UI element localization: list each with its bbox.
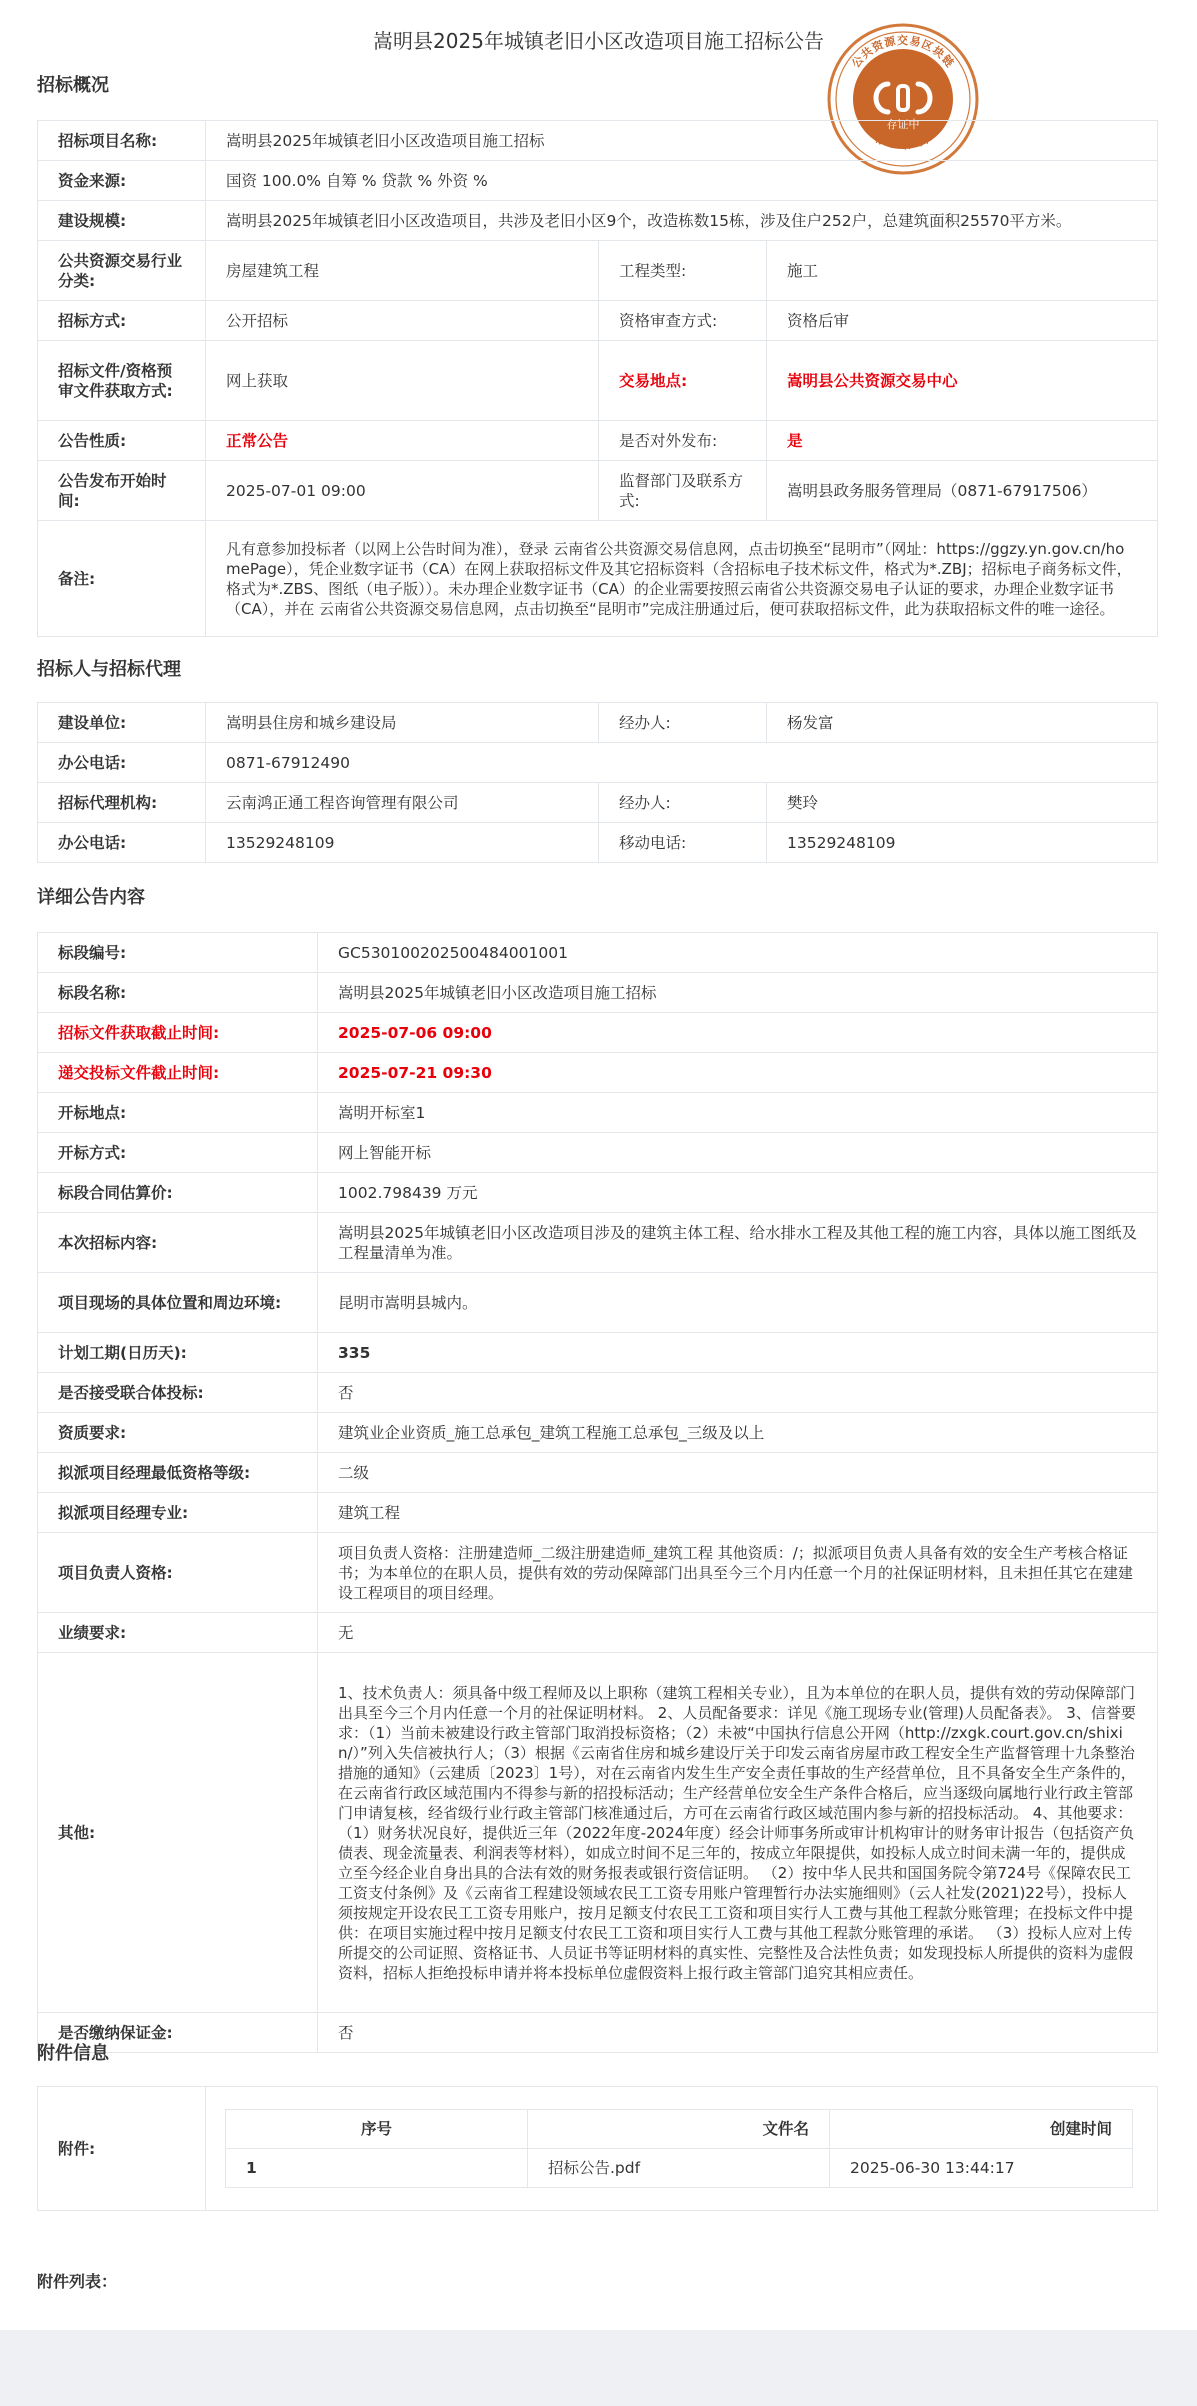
detail-value: 建筑工程 bbox=[318, 1493, 1158, 1533]
detail-label: 标段名称: bbox=[38, 973, 318, 1013]
svg-text:公共资源交易区块链: 公共资源交易区块链 bbox=[849, 34, 957, 71]
parties-table bbox=[37, 702, 1158, 863]
remark-value: 凡有意参加投标者（以网上公告时间为准），登录 云南省公共资源交易信息网，点击切换至“昆明市”（网址：https://ggzy.yn.gov.cn/homePage），凭企业数字证书（CA）在网上获取招标文件及其它招标资料（含招标电子技术标文件，格式为*.ZBJ；招标电子商务标文件，格式为*.ZBS、图纸（电子版））。未办理企业数字证书（CA）的企业需要按照云南省公共资源交易电子认证的要求，办理企业数字证书（CA），并在 云南省公共资源交易信息网，点击切换至“昆明市”完成注册通过后，便可获取招标文件，此为获取招标文件的唯一途径。 bbox=[206, 521, 1158, 637]
detail-value: 1、技术负责人：须具备中级工程师及以上职称（建筑工程相关专业），且为本单位的在职人员，提供有效的劳动保障部门出具至今三个月内任意一个月的社保证明材料。 2、人员配备要求：详见《施工现场专业(管理)人员配备表》。 3、信誉要求：（1）当前未被建设行政主管部门取消投标资格；（2）未被“中国执行信息公开网（http://zxgk.court.gov.cn/shixin/）”列入失信被执行人；（3）根据《云南省住房和城乡建设厅关于印发云南省房屋市政工程安全生产监督管理十九条整治措施的通知》（云建质〔2023〕1号），对在云南省内发生生产安全责任事故的生产经营单位，且不具备安全生产条件的，在云南省行政区域范围内不得参与新的招投标活动；生产经营单位安全生产条件合格后，应当逐级向属地行业行政主管部门申请复核，经省级行业行政主管部门核准通过后，方可在云南省行政区域范围内参与新的招投标活动。 4、其他要求：（1）财务状况良好，提供近三年（2022年度-2024年度）经会计师事务所或审计机构审计的财务审计报告（包括资产负债表、现金流量表、利润表等材料），如成立时间不足三年的，按成立年限提供，如投标人成立时间未满一年的，提供成立至今经企业自身出具的合法有效的财务报表或银行资信证明。 （2）按中华人民共和国国务院令第724号《保障农民工工资支付条例》及《云南省工程建设领域农民工工资专用账户管理暂行办法实施细则》（云人社发(2021)22号），投标人须按规定开设农民工工资专用账户，按月足额支付农民工工资和项目实行人工费与其他工程款分账管理；在投标文件中提供：在项目实施过程中按月足额支付农民工工资和项目实行人工费与其他工程款分账管理的承诺。 （3）投标人应对上传所提交的公司证照、资格证书、人员证书等证明材料的真实性、完整性及合法性负责；如发现投标人所提供的资料为虚假资料，招标人拒绝投标申请并将本投标单位虚假资料上报行政主管部门追究其相应责任。 bbox=[318, 1653, 1158, 2013]
section-title-parties: 招标人与招标代理 bbox=[37, 659, 181, 680]
remark-label: 备注: bbox=[38, 521, 206, 637]
detail-table bbox=[37, 932, 1158, 2053]
detail-label: 开标地点: bbox=[38, 1093, 318, 1133]
detail-value: 2025-07-21 09:30 bbox=[318, 1053, 1158, 1093]
detail-value: 昆明市嵩明县城内。 bbox=[318, 1273, 1158, 1333]
attachment-file-link[interactable]: 招标公告.pdf bbox=[528, 2149, 830, 2188]
venue-value: 嵩明县公共资源交易中心 bbox=[767, 341, 1158, 421]
project-type-label: 工程类型: bbox=[599, 241, 767, 301]
detail-label: 业绩要求: bbox=[38, 1613, 318, 1653]
mobile-value: 13529248109 bbox=[767, 823, 1158, 863]
scale-value: 嵩明县2025年城镇老旧小区改造项目，共涉及老旧小区9个，改造栋数15栋，涉及住户252户，总建筑面积25570平方米。 bbox=[206, 201, 1158, 241]
section-title-overview: 招标概况 bbox=[37, 75, 109, 96]
page-title: 嵩明县2025年城镇老旧小区改造项目施工招标公告 bbox=[373, 29, 824, 53]
page-footer bbox=[0, 2330, 1197, 2406]
attachment-no: 1 bbox=[226, 2149, 528, 2188]
detail-label: 计划工期(日历天): bbox=[38, 1333, 318, 1373]
obtain-label: 招标文件/资格预审文件获取方式: bbox=[38, 341, 206, 421]
owner-value: 嵩明县住房和城乡建设局 bbox=[206, 703, 599, 743]
detail-value: 否 bbox=[318, 2013, 1158, 2053]
owner-label: 建设单位: bbox=[38, 703, 206, 743]
detail-label: 拟派项目经理最低资格等级: bbox=[38, 1453, 318, 1493]
agent-value: 云南鸿正通工程咨询管理有限公司 bbox=[206, 783, 599, 823]
review-label: 资格审查方式: bbox=[599, 301, 767, 341]
category-label: 公共资源交易行业分类: bbox=[38, 241, 206, 301]
method-value: 公开招标 bbox=[206, 301, 599, 341]
overview-table bbox=[37, 120, 1158, 637]
detail-label: 标段编号: bbox=[38, 933, 318, 973]
publish-value: 2025-07-01 09:00 bbox=[206, 461, 599, 521]
detail-value: GC5301002025004840010​01 bbox=[318, 933, 1158, 973]
category-value: 房屋建筑工程 bbox=[206, 241, 599, 301]
column-header-filename: 文件名 bbox=[528, 2110, 830, 2149]
detail-value: 建筑业企业资质_施工总承包_建筑工程施工总承包_三级及以上 bbox=[318, 1413, 1158, 1453]
attachments-label: 附件: bbox=[38, 2087, 206, 2211]
owner-phone-value: 0871-67912490 bbox=[206, 743, 1158, 783]
detail-label: 拟派项目经理专业: bbox=[38, 1493, 318, 1533]
attachment-created: 2025-06-30 13:44:17 bbox=[830, 2149, 1133, 2188]
detail-value: 二级 bbox=[318, 1453, 1158, 1493]
detail-value: 2025-07-06 09:00 bbox=[318, 1013, 1158, 1053]
owner-handler-value: 杨发富 bbox=[767, 703, 1158, 743]
detail-label: 递交投标文件截止时间: bbox=[38, 1053, 318, 1093]
attachments-table bbox=[37, 2086, 1158, 2211]
detail-label: 本次招标内容: bbox=[38, 1213, 318, 1273]
owner-handler-label: 经办人: bbox=[599, 703, 767, 743]
agent-phone-value: 13529248109 bbox=[206, 823, 599, 863]
detail-label: 标段合同估算价: bbox=[38, 1173, 318, 1213]
review-value: 资格后审 bbox=[767, 301, 1158, 341]
detail-label: 开标方式: bbox=[38, 1133, 318, 1173]
detail-label: 是否缴纳保证金: bbox=[38, 2013, 318, 2053]
section-title-attachments: 附件信息 bbox=[37, 2043, 109, 2064]
agent-handler-label: 经办人: bbox=[599, 783, 767, 823]
attachment-row[interactable] bbox=[226, 2149, 1133, 2188]
nature-label: 公告性质: bbox=[38, 421, 206, 461]
detail-value: 无 bbox=[318, 1613, 1158, 1653]
svg-text:存证中: 存证中 bbox=[886, 118, 920, 131]
supervisor-label: 监督部门及联系方式: bbox=[599, 461, 767, 521]
nature-value: 正常公告 bbox=[206, 421, 599, 461]
venue-label: 交易地点: bbox=[599, 341, 767, 421]
column-header-no: 序号 bbox=[226, 2110, 528, 2149]
detail-value: 否 bbox=[318, 1373, 1158, 1413]
method-label: 招标方式: bbox=[38, 301, 206, 341]
detail-label: 其他: bbox=[38, 1653, 318, 2013]
supervisor-value: 嵩明县政务服务管理局（0871-67917506） bbox=[767, 461, 1158, 521]
svg-text:存证标识: 存证标识 bbox=[872, 131, 934, 152]
agent-handler-value: 樊玲 bbox=[767, 783, 1158, 823]
external-value: 是 bbox=[767, 421, 1158, 461]
detail-label: 是否接受联合体投标: bbox=[38, 1373, 318, 1413]
attachment-list-table bbox=[225, 2109, 1133, 2188]
detail-value: 1002.798439 万元 bbox=[318, 1173, 1158, 1213]
fund-value: 国资 100.0% 自筹 % 贷款 % 外资 % bbox=[206, 161, 1158, 201]
detail-value: 项目负责人资格：注册建造师_二级注册建造师_建筑工程 其他资质：/；拟派项目负责人具备有效的安全生产考核合格证书；为本单位的在职人员，提供有效的劳动保障部门出具至今三个月内任意一个月的社保证明材料，且未担任其它在建建设工程项目的项目经理。 bbox=[318, 1533, 1158, 1613]
column-header-created: 创建时间 bbox=[830, 2110, 1133, 2149]
project-name-label: 招标项目名称: bbox=[38, 121, 206, 161]
attachment-list-title: 附件列表： bbox=[37, 2272, 118, 2291]
agent-label: 招标代理机构: bbox=[38, 783, 206, 823]
external-label: 是否对外发布: bbox=[599, 421, 767, 461]
detail-value: 嵩明开标室1 bbox=[318, 1093, 1158, 1133]
project-name-value: 嵩明县2025年城镇老旧小区改造项目施工招标 bbox=[206, 121, 1158, 161]
mobile-label: 移动电话: bbox=[599, 823, 767, 863]
fund-label: 资金来源: bbox=[38, 161, 206, 201]
agent-phone-label: 办公电话: bbox=[38, 823, 206, 863]
detail-value: 网上智能开标 bbox=[318, 1133, 1158, 1173]
section-title-detail: 详细公告内容 bbox=[37, 887, 145, 908]
project-type-value: 施工 bbox=[767, 241, 1158, 301]
owner-phone-label: 办公电话: bbox=[38, 743, 206, 783]
detail-value: 335 bbox=[318, 1333, 1158, 1373]
detail-label: 资质要求: bbox=[38, 1413, 318, 1453]
obtain-value: 网上获取 bbox=[206, 341, 599, 421]
detail-value: 嵩明县2025年城镇老旧小区改造项目施工招标 bbox=[318, 973, 1158, 1013]
publish-label: 公告发布开始时间: bbox=[38, 461, 206, 521]
detail-label: 项目现场的具体位置和周边环境: bbox=[38, 1273, 318, 1333]
detail-value: 嵩明县2025年城镇老旧小区改造项目涉及的建筑主体工程、给水排水工程及其他工程的施工内容，具体以施工图纸及工程量清单为准。 bbox=[318, 1213, 1158, 1273]
detail-label: 招标文件获取截止时间: bbox=[38, 1013, 318, 1053]
detail-label: 项目负责人资格: bbox=[38, 1533, 318, 1613]
scale-label: 建设规模: bbox=[38, 201, 206, 241]
